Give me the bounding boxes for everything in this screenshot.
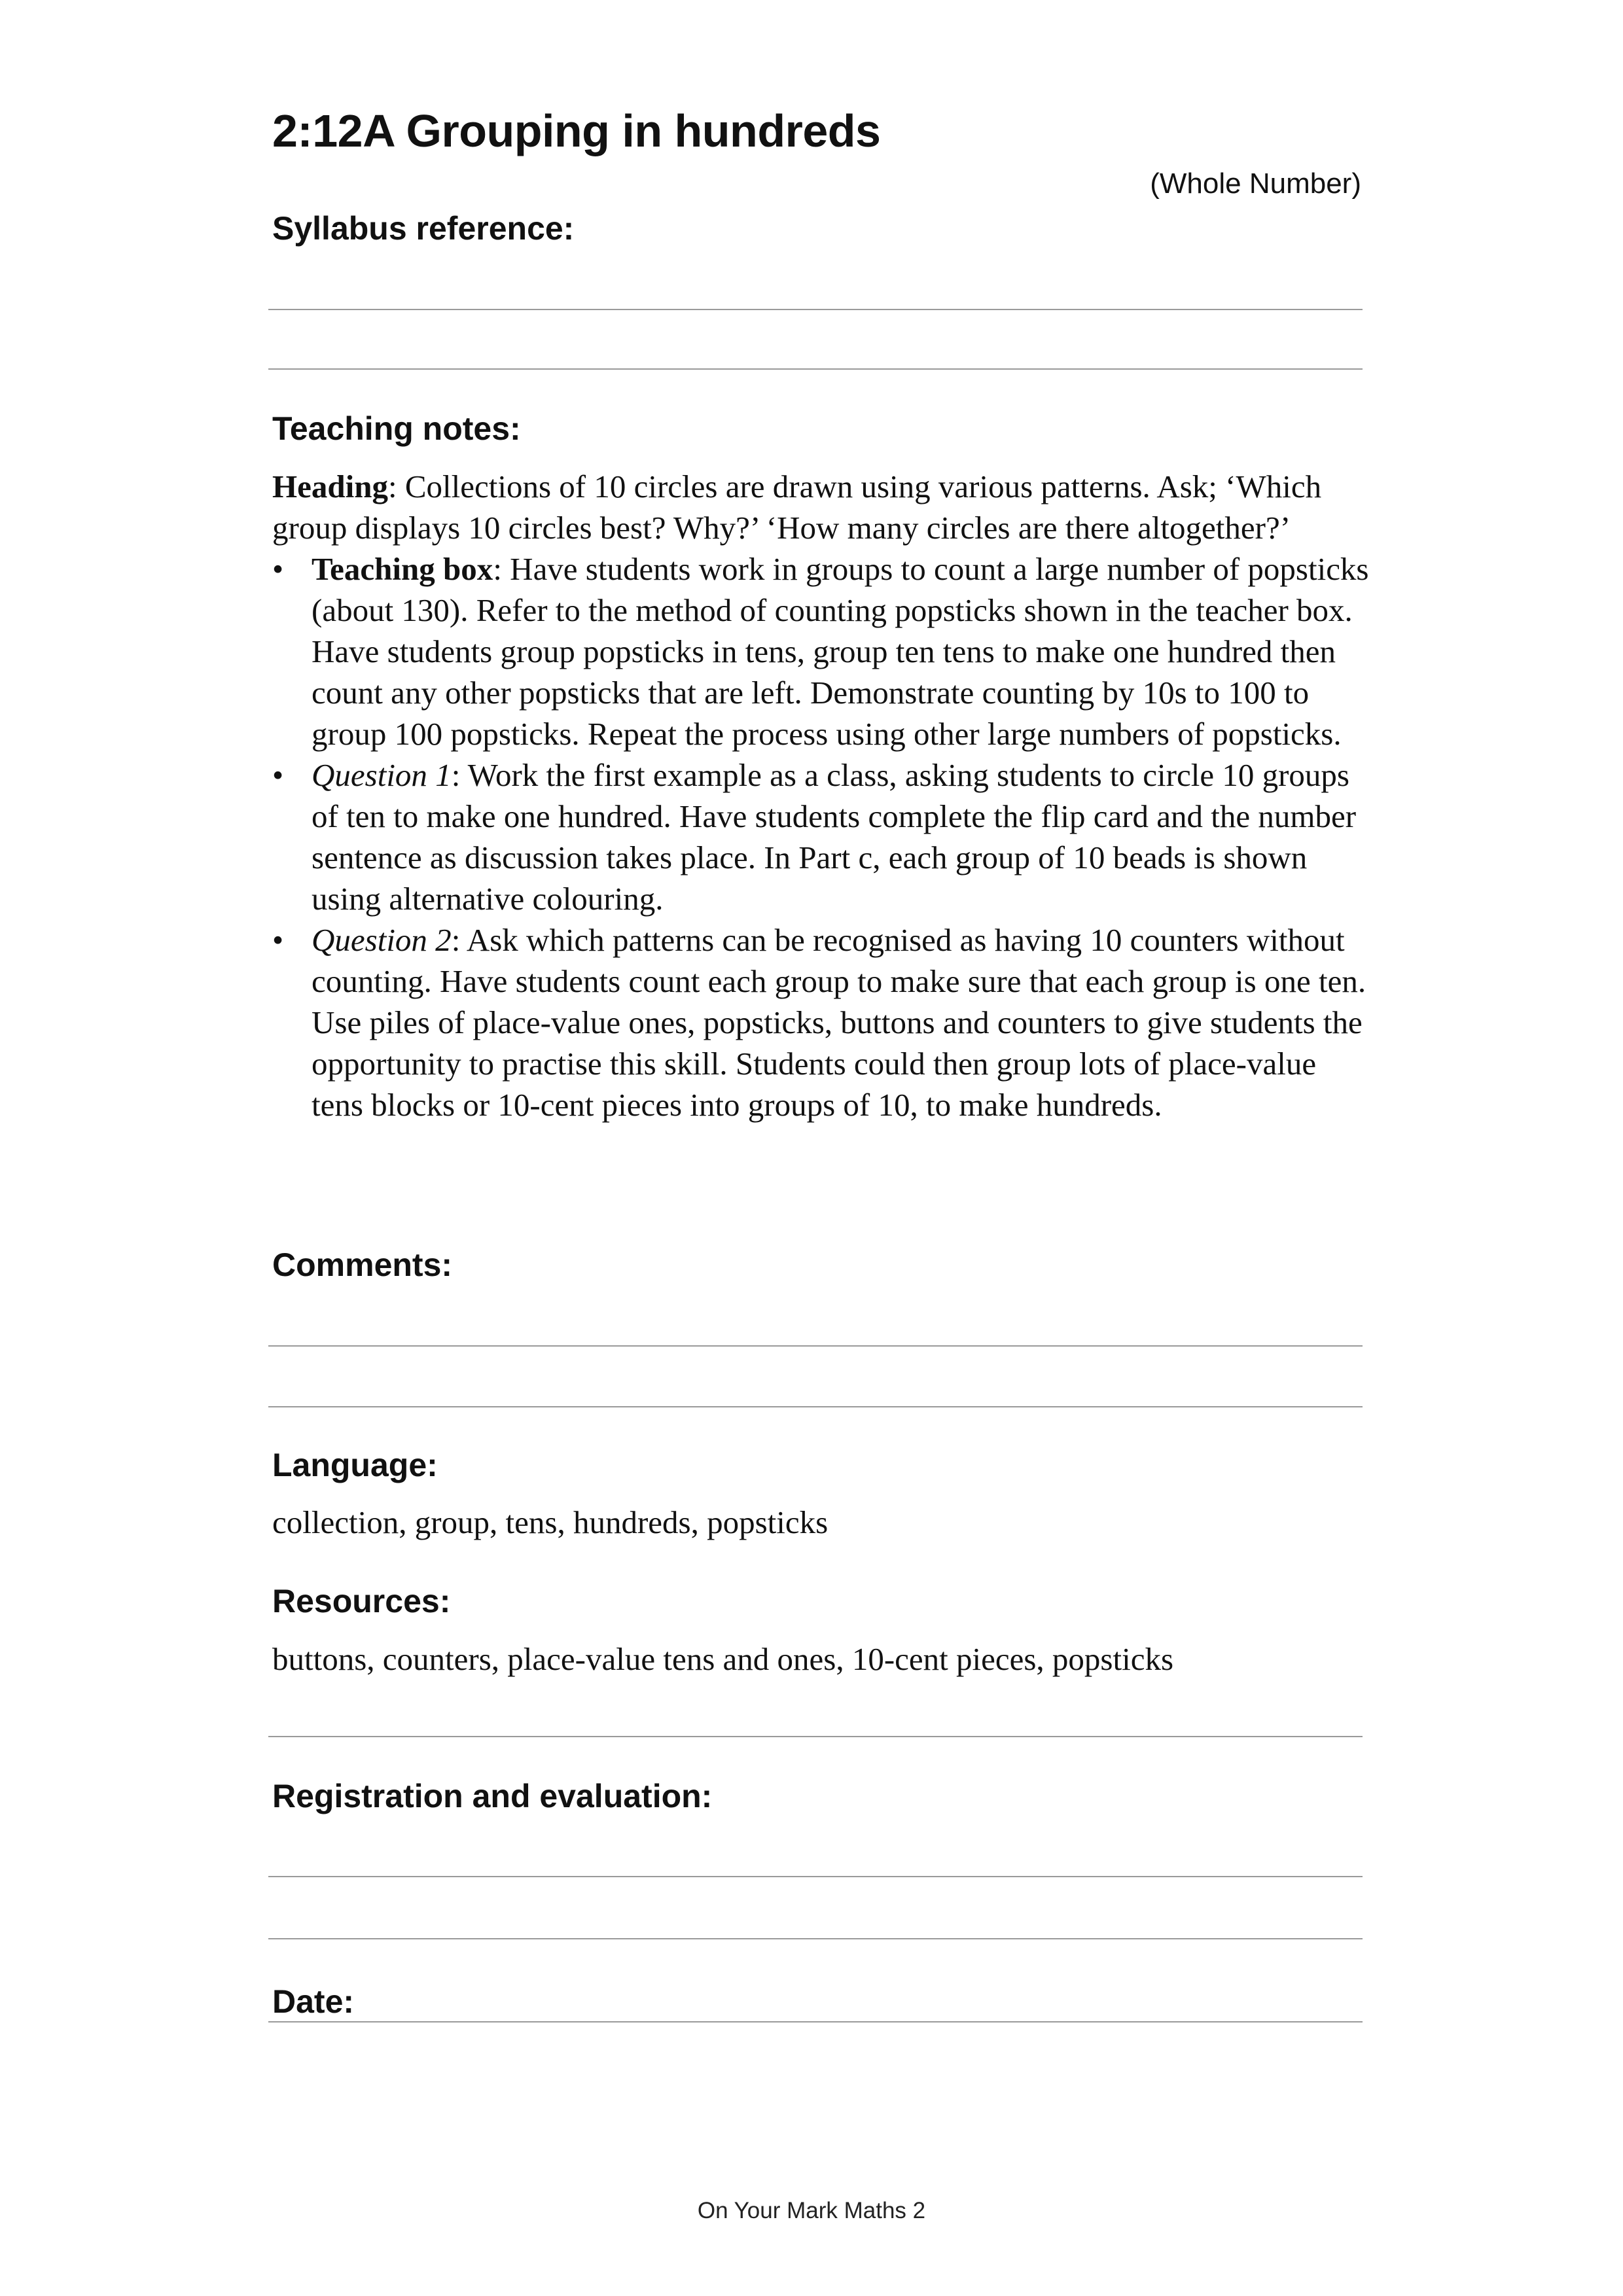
bullet-icon: • <box>272 757 284 793</box>
language-heading: Language: <box>272 1447 438 1483</box>
item-extra-text: Use piles of place-value ones, popsticks, buttons and counters to give students the opportunity to practise this skill. Students could then group lots of place-value tens blocks or 10-cent pieces into groups of 10, to make hundreds. <box>312 1004 1363 1123</box>
registration-heading: Registration and evaluation: <box>272 1778 713 1814</box>
resources-line <box>268 1736 1363 1737</box>
item-label: Question 2 <box>312 922 452 958</box>
strand-label: (Whole Number) <box>1150 168 1361 200</box>
teaching-notes-heading: Teaching notes: <box>272 410 521 447</box>
item-text: : Have students work in groups to count a large number of popsticks (about 130). Refer to the method of counting popsticks shown in the teacher box. Have students group popsticks in tens, group ten tens to make one hundred then count any other popsticks that are left. Demonstrate counting by 10s to 100 to group 100 popsticks. Repeat the process using other large numbers of popsticks. <box>312 551 1369 752</box>
comments-line-2 <box>268 1406 1363 1407</box>
comments-heading: Comments: <box>272 1246 453 1283</box>
syllabus-line-2 <box>268 368 1363 370</box>
syllabus-heading: Syllabus reference: <box>272 210 575 247</box>
registration-line-2 <box>268 1938 1363 1939</box>
registration-line-1 <box>268 1876 1363 1877</box>
teaching-notes-list <box>272 548 1369 1125</box>
item-text: : Ask which patterns can be recognised as having 10 counters without counting. Have students count each group to make sure that each group is one ten. <box>312 922 1366 999</box>
list-item <box>272 919 1369 1125</box>
intro-text: : Collections of 10 circles are drawn using various patterns. Ask; ‘Which group displays 10 circles best? Why?’ ‘How many circles are there altogether?’ <box>272 468 1322 546</box>
list-item <box>272 754 1369 919</box>
language-text: collection, group, tens, hundreds, popsticks <box>272 1504 829 1540</box>
intro-label: Heading <box>272 468 388 504</box>
bullet-icon: • <box>272 922 284 958</box>
page-title: 2:12A Grouping in hundreds <box>272 105 881 156</box>
page-footer: On Your Mark Maths 2 <box>697 2198 926 2223</box>
bullet-icon: • <box>272 551 284 587</box>
comments-line-1 <box>268 1345 1363 1347</box>
resources-text: buttons, counters, place-value tens and ones, 10-cent pieces, popsticks <box>272 1641 1174 1677</box>
item-text: : Work the first example as a class, asking students to circle 10 groups of ten to make one hundred. Have students complete the flip card and the number sentence as discussion takes place. In Part c, each group of 10 beads is shown using alternative colouring. <box>312 757 1357 917</box>
teaching-notes-body <box>272 466 1369 1125</box>
item-label: Teaching box <box>312 551 493 587</box>
item-label: Question 1 <box>312 757 452 793</box>
syllabus-line-1 <box>268 309 1363 310</box>
intro-paragraph <box>272 466 1369 548</box>
list-item <box>272 548 1369 754</box>
date-line <box>268 2021 1363 2022</box>
date-heading: Date: <box>272 1983 355 2020</box>
resources-heading: Resources: <box>272 1583 451 1619</box>
